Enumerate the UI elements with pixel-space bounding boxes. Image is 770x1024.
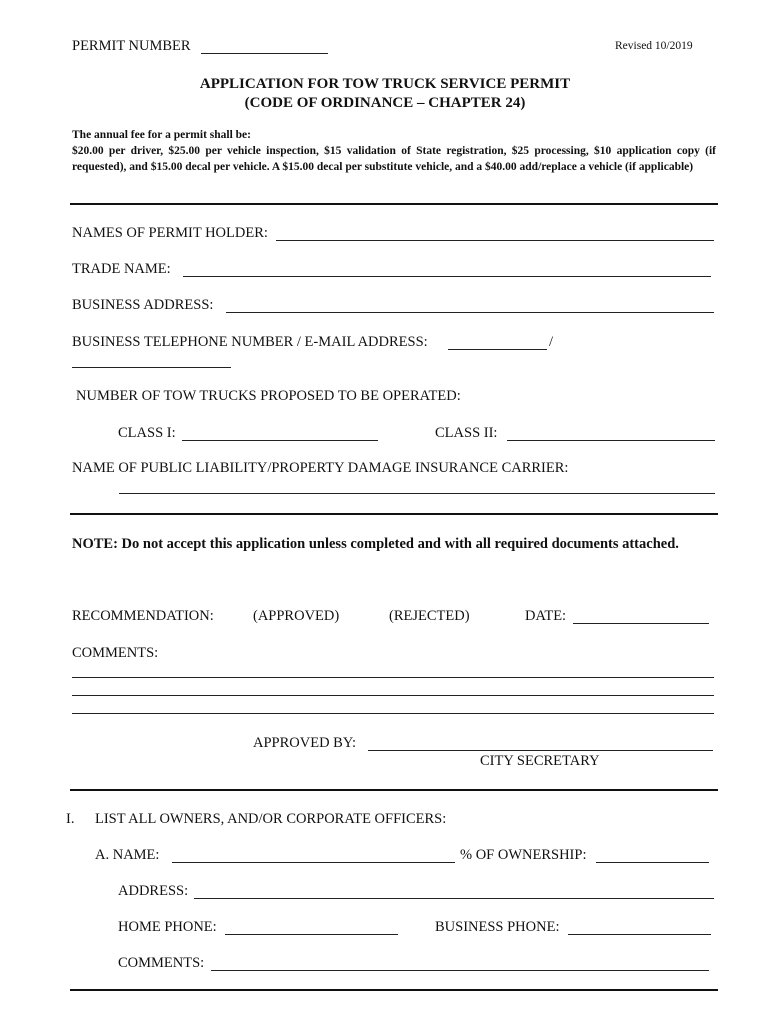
class2-field[interactable]: [507, 440, 715, 441]
home-phone-label: HOME PHONE:: [118, 919, 217, 935]
insurance-field[interactable]: [119, 493, 715, 494]
num-trucks-label: NUMBER OF TOW TRUCKS PROPOSED TO BE OPERATED:: [76, 388, 461, 404]
trade-name-label: TRADE NAME:: [72, 261, 171, 277]
approved-by-field[interactable]: [368, 750, 713, 751]
comments-line-2[interactable]: [72, 695, 714, 696]
form-subtitle: (CODE OF ORDINANCE – CHAPTER 24): [244, 95, 526, 111]
fee-heading: The annual fee for a permit shall be:: [72, 129, 251, 141]
approved-option[interactable]: (APPROVED): [253, 608, 340, 624]
comments-line-3[interactable]: [72, 713, 714, 714]
city-secretary-label: CITY SECRETARY: [480, 753, 600, 769]
owners-heading: LIST ALL OWNERS, AND/OR CORPORATE OFFICERS:: [95, 811, 447, 827]
business-address-field[interactable]: [226, 312, 714, 313]
owner-business-phone-label: BUSINESS PHONE:: [435, 919, 560, 935]
section-numeral: I.: [66, 811, 75, 827]
fee-description: $20.00 per driver, $25.00 per vehicle inspection, $15 validation of State registration, $25 processing, $10 application copy (if requested), and $15.00 decal per vehicle. A $15.00 decal per substitute vehicle, and a $40.00 add/replace a vehicle (if applicable): [72, 145, 716, 173]
class1-field[interactable]: [182, 440, 378, 441]
phone-email-separator: /: [549, 334, 554, 350]
revised-date: Revised 10/2019: [615, 40, 693, 52]
divider-3: [70, 789, 718, 791]
owner-address-label: ADDRESS:: [118, 883, 189, 899]
owner-comments-label: COMMENTS:: [118, 955, 205, 971]
ownership-label: % OF OWNERSHIP:: [460, 847, 587, 863]
form-title: APPLICATION FOR TOW TRUCK SERVICE PERMIT: [199, 76, 571, 92]
business-phone-email-label: BUSINESS TELEPHONE NUMBER / E-MAIL ADDRESS:: [72, 334, 428, 350]
home-phone-field[interactable]: [225, 934, 398, 935]
comments-label: COMMENTS:: [72, 645, 159, 661]
business-phone-field[interactable]: [448, 349, 547, 350]
email-field[interactable]: [72, 367, 231, 368]
date-field[interactable]: [573, 623, 709, 624]
permit-number-label: PERMIT NUMBER: [72, 38, 191, 54]
owner-address-field[interactable]: [194, 898, 714, 899]
rejected-option[interactable]: (REJECTED): [389, 608, 470, 624]
note-text: NOTE: Do not accept this application unless completed and with all required documents attached.: [72, 536, 679, 552]
recommendation-label: RECOMMENDATION:: [72, 608, 214, 624]
divider-2: [70, 513, 718, 515]
business-address-label: BUSINESS ADDRESS:: [72, 297, 214, 313]
divider-1: [70, 203, 718, 205]
class1-label: CLASS I:: [118, 425, 176, 441]
owner-business-phone-field[interactable]: [568, 934, 711, 935]
divider-4: [70, 989, 718, 991]
approved-by-label: APPROVED BY:: [253, 735, 357, 751]
owner-name-field[interactable]: [172, 862, 455, 863]
names-of-holder-field[interactable]: [276, 240, 714, 241]
names-of-holder-label: NAMES OF PERMIT HOLDER:: [72, 225, 268, 241]
trade-name-field[interactable]: [183, 276, 711, 277]
owner-comments-field[interactable]: [211, 970, 709, 971]
class2-label: CLASS II:: [435, 425, 498, 441]
comments-line-1[interactable]: [72, 677, 714, 678]
owner-name-label: A. NAME:: [95, 847, 160, 863]
insurance-label: NAME OF PUBLIC LIABILITY/PROPERTY DAMAGE INSURANCE CARRIER:: [72, 460, 569, 476]
date-label: DATE:: [525, 608, 567, 624]
ownership-field[interactable]: [596, 862, 709, 863]
permit-number-field[interactable]: [201, 53, 328, 54]
